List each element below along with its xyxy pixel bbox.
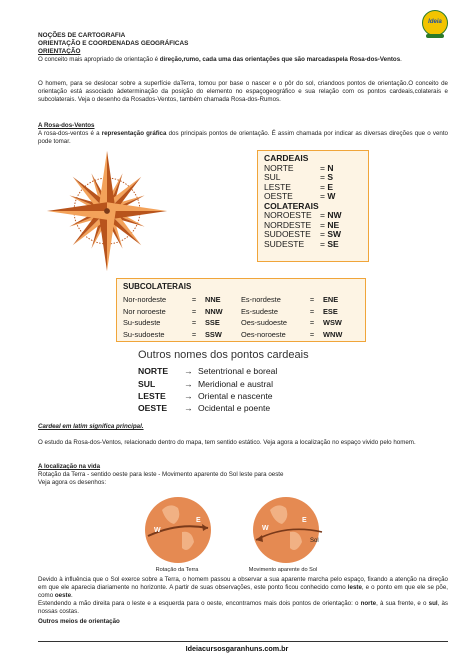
right-arrow-icon: → [184, 378, 193, 389]
cardinal-synonyms: Meridional e austral [198, 378, 273, 389]
subcolateral-abbr: ENE [323, 295, 339, 305]
footer-divider [38, 641, 448, 642]
equals-sign: = [309, 329, 315, 339]
east-label: E [196, 517, 201, 524]
estudo-paragraph: O estudo da Rosa-dos-Ventos, relacionado dentro do mapa, tem sentido estático. Veja agora a localização no espaço vivido pelo homem. [38, 439, 416, 446]
equals-sign: = [191, 306, 197, 316]
colateral-abbr: SW [327, 229, 342, 240]
text-run: A rosa-dos-ventos é a [38, 130, 102, 137]
doc-subtitle: ORIENTAÇÃO E COORDENADAS GEOGRÁFICAS [38, 40, 189, 47]
colateral-name: SUDESTE [264, 238, 305, 249]
subcolateral-row [241, 329, 359, 340]
outros-nomes-row [138, 365, 338, 377]
subcolateral-abbr: WSW [323, 318, 342, 328]
right-arrow-icon: → [184, 390, 193, 401]
colateral-name: NOROESTE [264, 210, 312, 221]
text-run: , à sua frente, e o [376, 600, 429, 607]
subcolateral-name: Oes-noroeste [241, 329, 286, 339]
outros-nomes-row [138, 378, 338, 390]
text-run: . [71, 592, 73, 600]
subcolaterais-right-column [241, 294, 359, 340]
cardinal-key: LESTE [138, 390, 166, 401]
colateral-abbr: SE [327, 238, 339, 249]
sun-label: Sol [310, 538, 319, 544]
west-label: W [154, 527, 161, 534]
subcolateral-row [241, 317, 359, 328]
outros-nomes-row [138, 402, 338, 414]
cardeal-abbr: E [327, 181, 334, 192]
equals-sign: = [309, 318, 315, 328]
subcolateral-abbr: ESE [323, 306, 338, 316]
cardeal-abbr: S [327, 172, 334, 183]
cardeal-abbr: W [327, 191, 336, 202]
colaterais-title: COLATERAIS [264, 200, 319, 211]
equals-sign: = [309, 306, 315, 316]
text-run: dos principais pontos de orientação. É assim chamada por indicar as diversas direções que o vento pode tomar. [38, 130, 448, 146]
text-run-bold: oeste [54, 592, 72, 600]
mao-direita-paragraph [38, 600, 448, 616]
equals-sign: = [320, 191, 325, 202]
doc-title: NOÇÕES DE CARTOGRAFIA [38, 32, 126, 39]
equals-sign: = [309, 295, 315, 305]
cardeais-colaterais-box [257, 150, 369, 262]
outros-nomes-row [138, 390, 338, 402]
cardeais-title: CARDEAIS [264, 153, 309, 163]
rosa-heading: A Rosa-dos-Ventos [38, 122, 95, 129]
subcolateral-abbr: WNW [323, 329, 343, 339]
equals-sign: = [320, 219, 325, 230]
cardeal-abbr: N [327, 162, 334, 173]
equals-sign: = [191, 329, 197, 339]
subcolateral-abbr: NNW [205, 306, 223, 316]
cardeais-list [264, 164, 362, 202]
text-run: O conceito mais apropriado de orientação é [38, 56, 160, 63]
rotacao-line: Rotação da Terra - sentido oeste para leste - Movimento aparente do Sol leste para oeste [38, 471, 284, 478]
rose-cardinal-point-dark-half [107, 151, 116, 211]
colateral-row [264, 240, 362, 250]
cardinal-key: OESTE [138, 402, 168, 413]
intro-paragraph-1 [38, 56, 448, 64]
localizacao-heading: A localização na vida [38, 463, 101, 470]
east-label: E [302, 517, 307, 524]
subcolateral-row [123, 317, 241, 328]
text-run-bold: norte [360, 600, 377, 607]
text-run: Estendendo a mão direita para o leste e a esquerda para o oeste, encontramos mais dois pontos de orientação: o [38, 600, 361, 607]
cardinal-key: SUL [138, 378, 156, 389]
rose-cardinal-point-light-half [98, 151, 107, 211]
text-run-bold: leste [347, 584, 362, 592]
west-label: W [262, 525, 269, 532]
text-run: . [400, 56, 402, 63]
equals-sign: = [191, 295, 197, 305]
colateral-abbr: NW [327, 210, 342, 221]
cardinal-synonyms: Setentrional e boreal [198, 366, 278, 377]
rose-center [104, 208, 110, 214]
equals-sign: = [320, 238, 325, 249]
text-run-bold: direção,rumo, cada uma das orientações que são marcadaspela Rosa-dos-Ventos [159, 56, 401, 63]
subcolateral-row [241, 306, 359, 317]
earth-rotation-globe [142, 492, 214, 568]
right-arrow-icon: → [184, 402, 193, 413]
subcolateral-row [123, 294, 241, 305]
section-orientacao-heading: ORIENTAÇÃO [38, 48, 81, 55]
colateral-abbr: NE [327, 219, 340, 230]
text-run: , e o ponto em que ele se põe, como [38, 584, 449, 600]
subcolateral-abbr: SSW [205, 329, 222, 339]
influencia-sol-paragraph [38, 576, 448, 600]
subcolateral-row [241, 294, 359, 305]
equals-sign: = [320, 162, 325, 173]
footer-url[interactable]: Ideiacursosgaranhuns.com.br [185, 644, 289, 653]
cardinal-synonyms: Oriental e nascente [198, 390, 273, 401]
equals-sign: = [191, 318, 197, 328]
subcolateral-name: Oes-sudoeste [241, 318, 288, 328]
logo-text: Ideia [428, 19, 442, 26]
subcolateral-row [123, 329, 241, 340]
rosa-paragraph [38, 130, 448, 146]
veja-desenhos-line: Veja agora os desenhos: [38, 479, 107, 486]
subcolateral-name: Es-sudeste [241, 306, 278, 316]
text-run-bold: representação gráfica [101, 130, 167, 137]
subcolateral-abbr: NNE [205, 295, 221, 305]
cardeal-caption: Cardeal em latim significa principal. [38, 423, 144, 430]
text-run: , às nossas costas. [38, 600, 448, 616]
cardinal-key: NORTE [138, 366, 169, 377]
equals-sign: = [320, 229, 325, 240]
colaterais-list [264, 211, 362, 249]
subcolateral-name: Su-sudeste [123, 318, 161, 328]
cardeal-name: LESTE [264, 181, 291, 192]
subcolaterais-columns [123, 294, 359, 340]
subcolaterais-box [116, 278, 366, 342]
sun-motion-globe [252, 492, 324, 568]
subcolateral-name: Su-sudoeste [123, 329, 165, 339]
subcolateral-row [123, 306, 241, 317]
subcolaterais-title: SUBCOLATERAIS [123, 282, 192, 291]
rose-cardinal-point-dark-half [98, 211, 107, 271]
globe-caption-sol: Movimento aparente do Sol [248, 567, 318, 573]
subcolateral-abbr: SSE [205, 318, 220, 328]
outros-meios-heading: Outros meios de orientação [38, 618, 120, 625]
outros-nomes-title: Outros nomes dos pontos cardeais [138, 349, 309, 361]
rose-cardinal-point-light-half [107, 211, 116, 271]
text-run: Devido à influência que o Sol exerce sobre a Terra, o homem passou a observar a sua aparente marcha pelo espaço, fixando a atenção na direção em que ele aparecia diariamente no horizonte. A partir de suas observações, este ponto ficou conhecido como [38, 576, 448, 592]
compass-rose-image [44, 148, 170, 274]
subcolaterais-left-column [123, 294, 241, 340]
subcolateral-name: Es-nordeste [241, 295, 281, 305]
equals-sign: = [320, 172, 325, 183]
colateral-name: SUDOESTE [264, 229, 311, 240]
subcolateral-name: Nor-nordeste [123, 295, 167, 305]
outros-nomes-figure [138, 348, 338, 414]
text-run-bold: sul [428, 600, 438, 607]
globe-caption-rotacao: Rotação da Terra [155, 567, 199, 573]
subcolateral-name: Nor noroeste [123, 306, 166, 316]
cardeal-name: NORTE [264, 162, 294, 173]
cardinal-synonyms: Ocidental e poente [198, 402, 271, 413]
colateral-name: NORDESTE [264, 219, 312, 230]
equals-sign: = [320, 181, 325, 192]
equals-sign: = [320, 210, 325, 221]
cardeal-name: OESTE [264, 191, 293, 202]
cardeal-name: SUL [264, 172, 281, 183]
intro-paragraph-2: O homem, para se deslocar sobre a superfície daTerra, tomou por base o nascer e o pôr do sol, criandoos pontos de orientação.O conceito de orientação está associado àdeterminação da posição do elemento no espaçogeográfico e sua relação com os pontos cardeais,colaterais e subcolaterais. Veja o desenho da Rosados-Ventos, também chamada Rosa-dos-Rumos. [38, 80, 448, 104]
right-arrow-icon: → [184, 366, 193, 377]
